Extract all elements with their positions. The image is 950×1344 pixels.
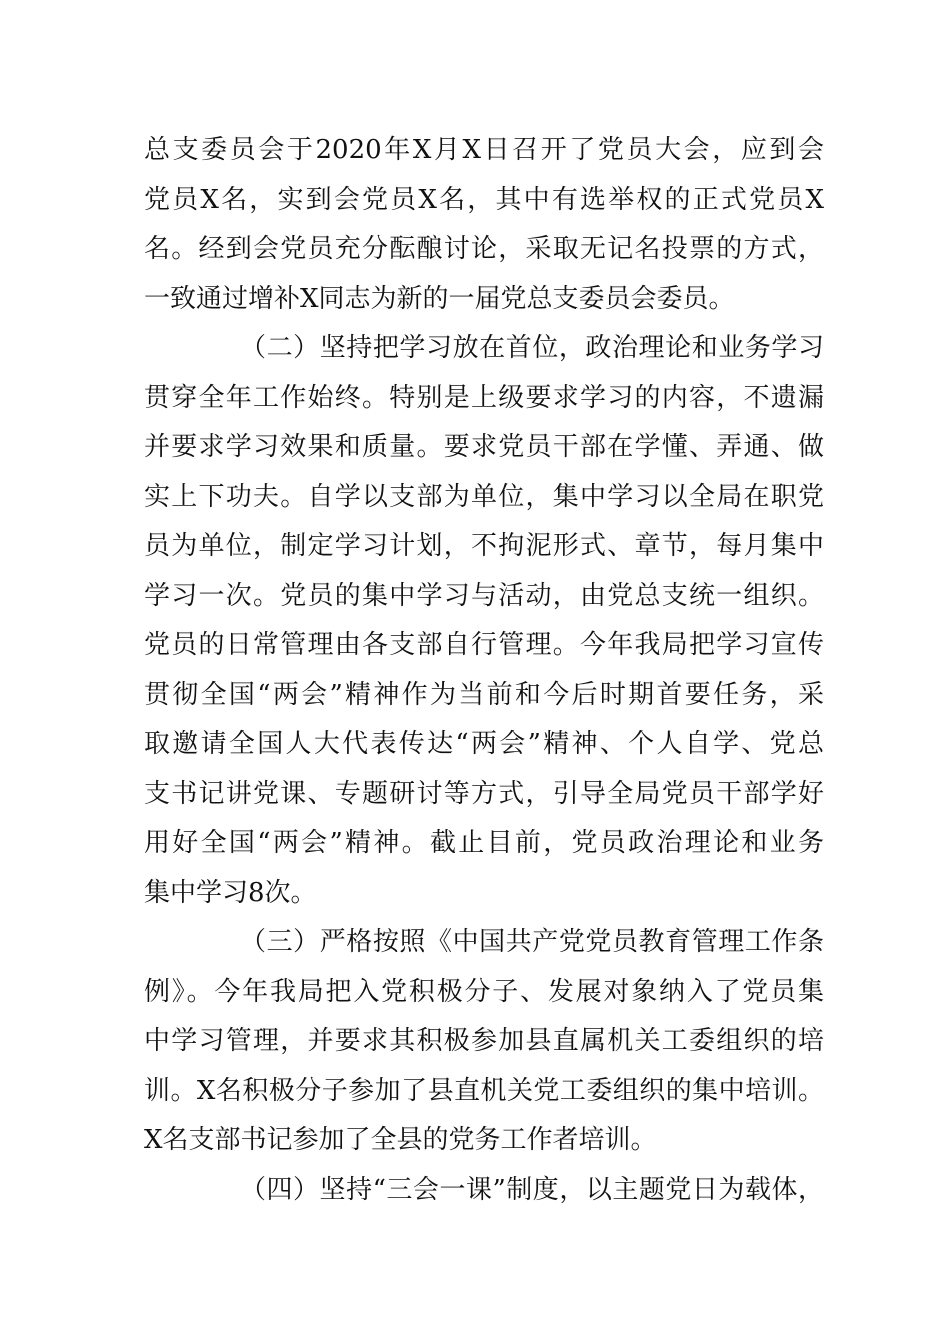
text-line: 党员的日常管理由各支部自行管理。今年我局把学习宣传	[144, 630, 824, 660]
text-line: 党员X名，实到会党员X名，其中有选举权的正式党员X	[144, 184, 824, 215]
text-line: 取邀请全国人大代表传达“两会”精神、个人自学、党总	[144, 729, 824, 759]
text-line: 支书记讲党课、专题研讨等方式，引导全局党员干部学好	[144, 778, 824, 809]
text-line: 一致通过增补X同志为新的一届党总支委员会委员。	[144, 283, 735, 314]
text-line: 贯彻全国“两会”精神作为当前和今后时期首要任务，采	[144, 679, 824, 710]
document-body	[144, 126, 824, 1215]
text-line: 例》。今年我局把入党积极分子、发展对象纳入了党员集	[144, 976, 824, 1007]
text-line: 实上下功夫。自学以支部为单位，集中学习以全局在职党	[144, 481, 824, 512]
text-line: 用好全国“两会”精神。截止目前，党员政治理论和业务	[144, 828, 824, 858]
text-line: （二）坚持把学习放在首位，政治理论和业务学习	[240, 333, 824, 363]
text-line: 总支委员会于2020年X月X日召开了党员大会，应到会	[144, 135, 824, 165]
text-line: X名支部书记参加了全县的党务工作者培训。	[144, 1125, 657, 1155]
text-line: （四）坚持“三会一课”制度，以主题党日为载体，	[240, 1174, 824, 1205]
text-line: （三）严格按照《中国共产党党员教育管理工作条	[240, 927, 824, 957]
text-line: 集中学习8次。	[144, 877, 317, 908]
text-line: 并要求学习效果和质量。要求党员干部在学懂、弄通、做	[144, 432, 824, 462]
text-line: 名。经到会党员充分酝酿讨论，采取无记名投票的方式，	[144, 234, 824, 264]
text-line: 训。X名积极分子参加了县直机关党工委组织的集中培训。	[144, 1075, 824, 1106]
text-line: 学习一次。党员的集中学习与活动，由党总支统一组织。	[144, 580, 824, 611]
text-line: 贯穿全年工作始终。特别是上级要求学习的内容，不遗漏	[144, 382, 824, 413]
text-line: 中学习管理，并要求其积极参加县直属机关工委组织的培	[144, 1026, 824, 1056]
text-line: 员为单位，制定学习计划，不拘泥形式、章节，每月集中	[144, 531, 824, 561]
